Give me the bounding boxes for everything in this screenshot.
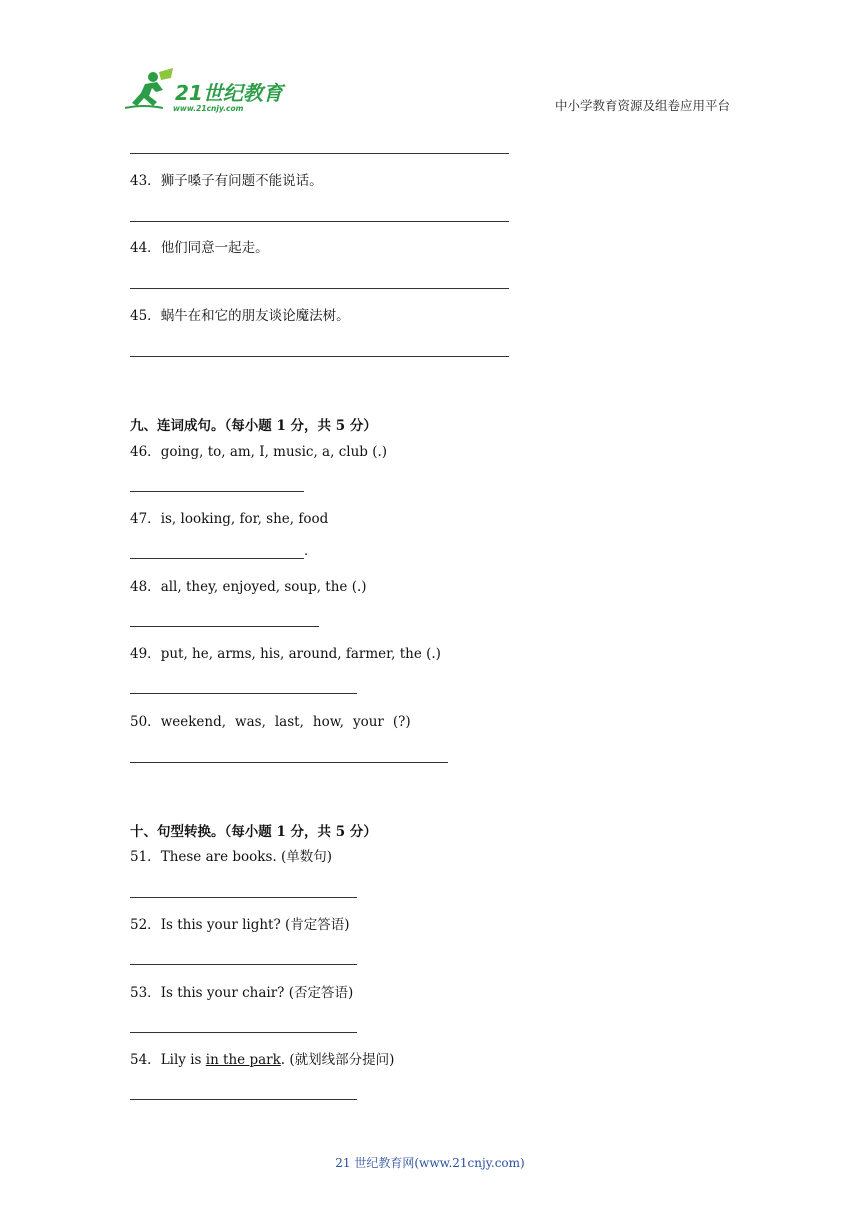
answer-line bbox=[130, 626, 319, 627]
question-50: 50． weekend, was, last, how, your (?) bbox=[130, 714, 411, 730]
question-46: 46．going, to, am, I, music, a, club (.) bbox=[130, 444, 388, 460]
answer-line bbox=[130, 356, 509, 357]
question-52: 52．Is this your light? (肯定答语) bbox=[130, 917, 350, 933]
answer-line bbox=[130, 491, 304, 492]
question-43: 43．狮子嗓子有问题不能说话。 bbox=[130, 173, 323, 189]
question-47: 47．is, looking, for, she, food bbox=[130, 511, 329, 527]
answer-line bbox=[130, 897, 357, 898]
answer-line bbox=[130, 964, 357, 965]
answer-line bbox=[130, 288, 509, 289]
answer-line bbox=[130, 558, 304, 559]
logo-main-text: 21世纪教育 bbox=[175, 81, 283, 105]
answer-line bbox=[130, 221, 509, 222]
question-44: 44．他们同意一起走。 bbox=[130, 240, 269, 256]
site-logo bbox=[123, 68, 293, 116]
section-10-heading: 十、句型转换。（每小题 1 分，共 5 分） bbox=[130, 824, 377, 840]
question-45: 45．蜗牛在和它的朋友谈论魔法树。 bbox=[130, 308, 350, 324]
underlined-phrase: in the park bbox=[205, 1052, 281, 1068]
answer-line bbox=[130, 153, 509, 154]
answer-line bbox=[130, 693, 357, 694]
question-54: 54．Lily is in the park. (就划线部分提问) bbox=[130, 1052, 395, 1068]
answer-line bbox=[130, 1099, 357, 1100]
footer-site-text: 21 世纪教育网(www.21cnjy.com) bbox=[335, 1156, 525, 1170]
logo-sub-text: www.21cnjy.com bbox=[173, 104, 244, 113]
answer-line bbox=[130, 1032, 357, 1033]
question-51: 51．These are books. (单数句) bbox=[130, 849, 332, 865]
runner-icon bbox=[125, 68, 173, 108]
answer-period: . bbox=[304, 544, 309, 559]
question-49: 49．put, he, arms, his, around, farmer, the (.) bbox=[130, 646, 441, 662]
header-platform-text: 中小学教育资源及组卷应用平台 bbox=[554, 98, 730, 113]
question-48: 48．all, they, enjoyed, soup, the (.) bbox=[130, 579, 367, 595]
section-9-heading: 九、连词成句。（每小题 1 分，共 5 分） bbox=[130, 418, 377, 434]
answer-line bbox=[130, 762, 448, 763]
question-53: 53．Is this your chair? (否定答语) bbox=[130, 985, 354, 1001]
